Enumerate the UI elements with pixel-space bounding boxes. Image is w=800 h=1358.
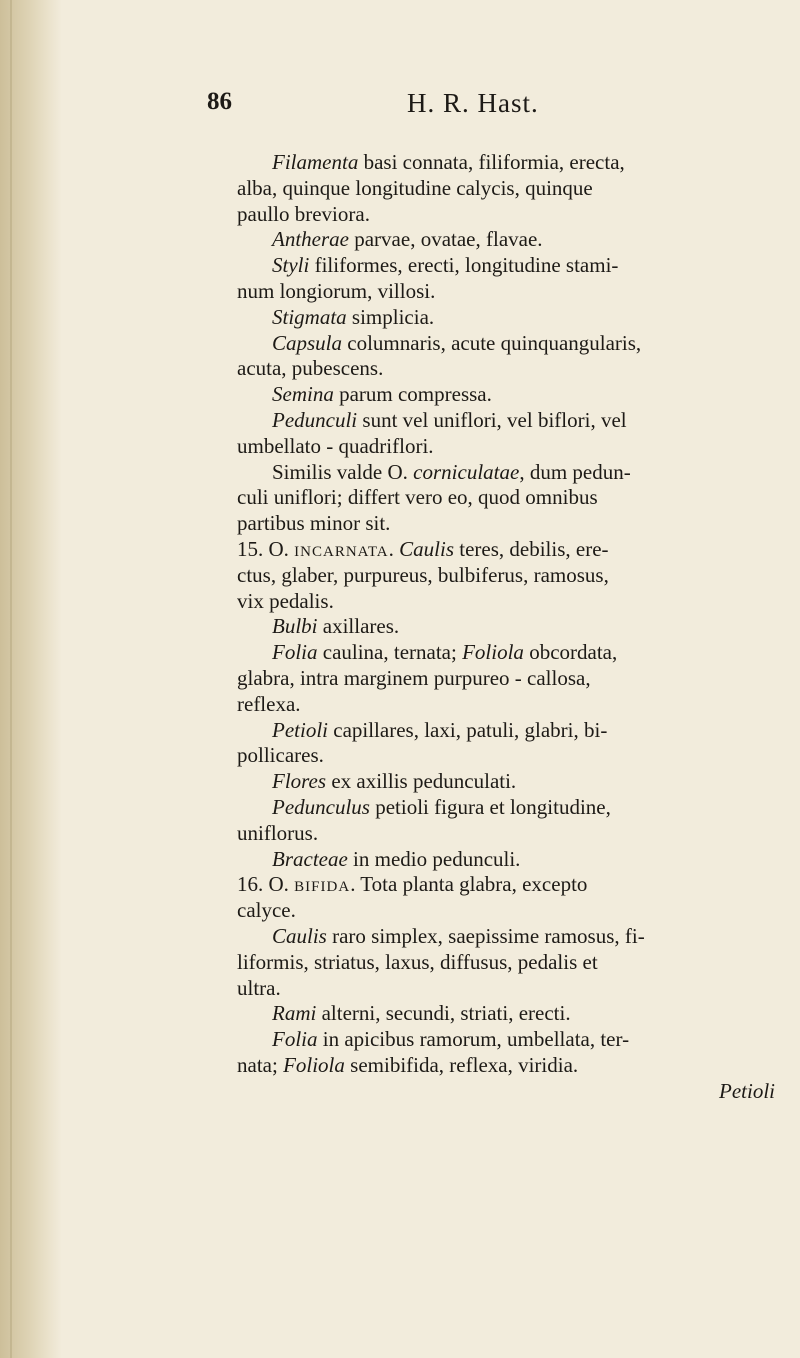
text-run: glabra, intra marginem purpureo - callosa, [237,665,591,690]
text-run: umbellato - quadriflori. [237,433,434,458]
text-run: axillares. [317,614,400,639]
page-header [207,88,760,128]
text-run: liformis, striatus, laxus, diffusus, pedalis et [237,949,598,974]
text-run: alba, quinque longitudine calycis, quinque [237,175,593,200]
text-run: parum compressa. [333,382,492,407]
text-run: semibifida, reflexa, viridia. [344,1052,579,1077]
text-line [237,537,775,563]
text-line [237,872,775,898]
text-line [237,640,775,666]
text-run: caulina, ternata; [317,640,463,665]
text-run: , dum pedun- [519,459,631,484]
text-line [237,950,775,976]
italic-term: Capsula [272,330,343,355]
text-line [237,382,775,408]
italic-term: Folia [272,1027,318,1052]
text-run: ex axillis pedunculati. [326,769,517,794]
text-line [237,898,775,924]
text-line [237,511,775,537]
italic-term: Bracteae [272,846,348,871]
text-run: 16. O. [237,872,295,897]
text-run: ctus, glaber, purpureus, bulbiferus, ramosus, [237,562,609,587]
text-run: petioli figura et longitudine, [369,794,611,819]
text-line [237,563,775,589]
page-number: 86 [207,88,232,115]
text-run: culi uniflori; differt vero eo, quod omnibus [237,485,598,510]
text-run: teres, debilis, ere- [454,536,609,561]
italic-term: Petioli [272,717,328,742]
text-run: basi connata, filiformia, erecta, [358,150,625,174]
species-name: bifida [294,872,351,897]
text-run: alterni, secundi, striati, erecti. [316,1001,571,1026]
italic-term: Caulis [399,536,454,561]
text-line [237,408,775,434]
species-name: incarnata [294,536,389,561]
text-line [237,924,775,950]
italic-term: Antherae [272,227,349,252]
text-line [237,356,775,382]
text-line [237,253,775,279]
text-run: Similis valde O. [272,459,414,484]
text-line [237,769,775,795]
text-run: acuta, pubescens. [237,356,384,381]
italic-term: Foliola [462,640,524,665]
text-run: 15. O. [237,536,295,561]
italic-term: corniculatae [413,459,520,484]
text-run: in apicibus ramorum, umbellata, ter- [317,1027,630,1052]
text-run: . [388,536,400,561]
text-line [237,305,775,331]
text-run: vix pedalis. [237,588,334,613]
text-line [237,1053,775,1079]
text-line [237,847,775,873]
text-line [237,1079,775,1105]
italic-term: Foliola [283,1052,345,1077]
italic-term: Styli [272,253,310,278]
italic-term: Flores [272,769,327,794]
text-line [237,434,775,460]
text-run: simplicia. [346,304,435,329]
text-line [237,1027,775,1053]
italic-term: Pedunculi [272,407,358,432]
body-text [237,150,775,1104]
text-run: partibus minor sit. [237,511,391,536]
text-run: filiformes, erecti, longitudine stami- [309,253,619,278]
text-line [237,743,775,769]
text-line [237,176,775,202]
text-run: . Tota planta glabra, excepto [350,872,588,897]
text-line [237,485,775,511]
text-line [237,331,775,357]
text-run: paullo breviora. [237,201,370,226]
text-run: capillares, laxi, patuli, glabri, bi- [328,717,608,742]
text-line [237,460,775,486]
text-run: nata; [237,1052,284,1077]
italic-term: Filamenta [272,150,359,174]
italic-term: Pedunculus [272,794,370,819]
text-line [237,976,775,1002]
italic-term: Rami [272,1001,317,1026]
text-run: raro simplex, saepissime ramosus, fi- [326,923,645,948]
text-run: sunt vel uniflori, vel biflori, vel [357,407,627,432]
text-run: ultra. [237,975,281,1000]
text-run: in medio pedunculi. [347,846,521,871]
text-line [237,279,775,305]
text-line [237,227,775,253]
italic-term: Bulbi [272,614,318,639]
text-run: columnaris, acute quinquangularis, [342,330,642,355]
text-run: reflexa. [237,691,301,716]
running-head: H. R. Hast. [407,88,539,118]
text-line [237,589,775,615]
italic-term: Caulis [272,923,327,948]
text-line [237,666,775,692]
italic-term: Stigmata [272,304,347,329]
text-line [237,821,775,847]
text-line [237,150,775,176]
italic-term: Semina [272,382,334,407]
text-run: num longiorum, villosi. [237,278,436,303]
text-run: uniflorus. [237,820,319,845]
text-line [237,614,775,640]
text-run: calyce. [237,898,296,923]
text-line [237,202,775,228]
italic-term: Folia [272,640,318,665]
text-line [237,795,775,821]
text-line [237,718,775,744]
italic-term: Petioli [719,1078,775,1103]
text-line [237,1001,775,1027]
text-run: parvae, ovatae, flavae. [348,227,543,252]
text-run: pollicares. [237,743,324,768]
text-line [237,692,775,718]
text-run: obcordata, [523,640,618,665]
